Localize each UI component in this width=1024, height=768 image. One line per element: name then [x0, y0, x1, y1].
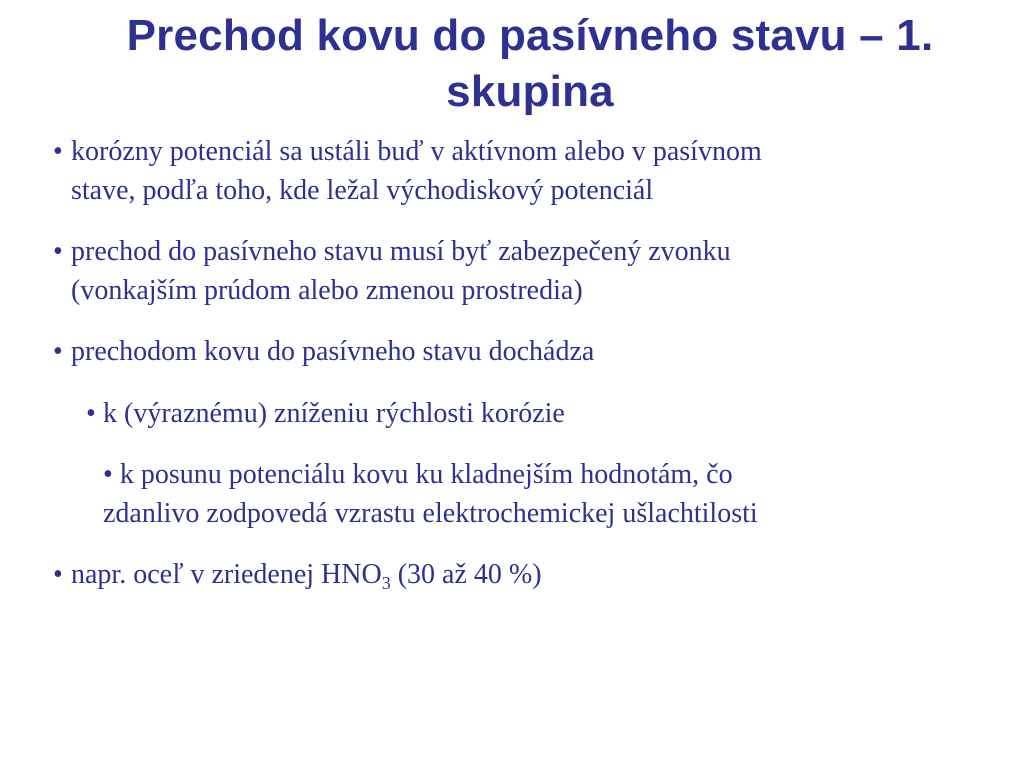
bullet-marker: •: [86, 398, 96, 429]
sub-bullet-item: [103, 455, 953, 533]
bullet-marker: •: [103, 459, 113, 490]
title-line-1: Prechod kovu do pasívneho stavu – 1.: [126, 11, 934, 60]
bullet-item: [53, 555, 953, 594]
title-line-2: skupina: [446, 67, 614, 116]
bullet-marker: •: [53, 236, 63, 267]
bullet-marker: •: [53, 559, 63, 590]
bullet-text: k posunu potenciálu kovu ku kladnejším hodnotám, čo zdanlivo zodpovedá vzrastu elektrochemickej ušlachtilosti: [103, 459, 758, 529]
bullet-text: prechodom kovu do pasívneho stavu dochádza: [71, 336, 595, 367]
sub-bullet-item: [86, 394, 953, 433]
bullet-marker: •: [53, 136, 63, 167]
subscript: 3: [381, 573, 391, 593]
bullet-text: korózny potenciál sa ustáli buď v aktívnom alebo v pasívnom stave, podľa toho, kde ležal východiskový potenciál: [71, 136, 762, 206]
bullet-list: [53, 132, 953, 617]
slide-title: [30, 8, 1024, 120]
bullet-item: [53, 332, 953, 371]
bullet-text: k (výraznému) zníženiu rýchlosti korózie: [103, 398, 565, 429]
bullet-item: [53, 132, 953, 210]
bullet-item: [53, 232, 953, 310]
bullet-marker: •: [53, 336, 63, 367]
bullet-text: prechod do pasívneho stavu musí byť zabezpečený zvonku (vonkajším prúdom alebo zmenou prostredia): [71, 236, 731, 306]
bullet-text: napr. oceľ v zriedenej $HNO_3$ (30 až 40 %): [71, 559, 542, 593]
